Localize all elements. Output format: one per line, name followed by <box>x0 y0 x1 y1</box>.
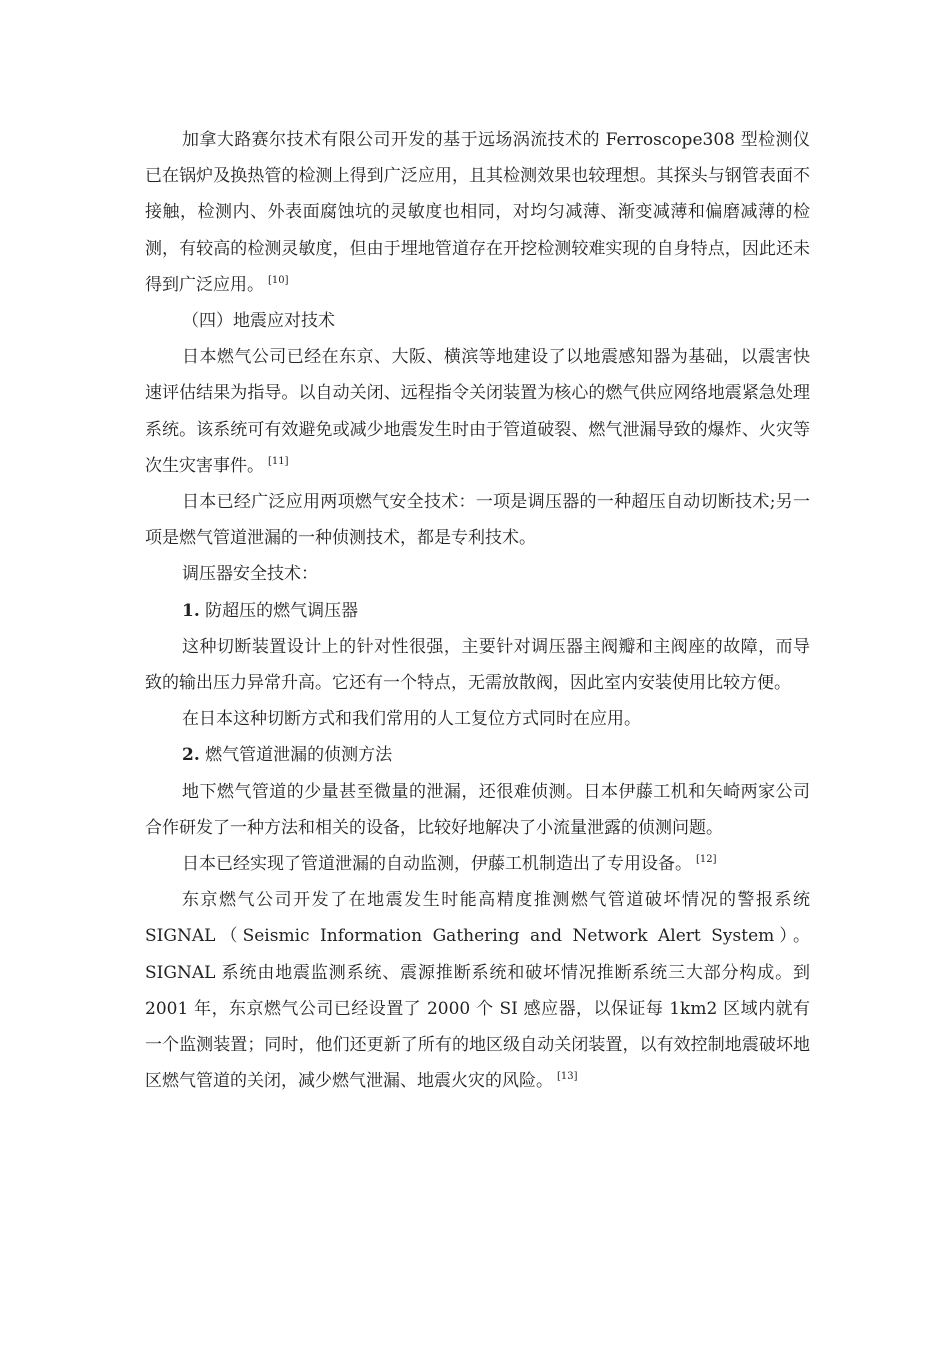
paragraph-two-safety-technologies <box>145 484 810 556</box>
paragraph-text: 地下燃气管道的少量甚至微量的泄漏，还很难侦测。日本伊藤工机和矢崎两家公司合作研发了一种方法和相关的设备，比较好地解决了小流量泄露的侦测问题。 <box>145 781 810 838</box>
paragraph-text: 加拿大路赛尔技术有限公司开发的基于远场涡流技术的 Ferroscope308 型检测仪已在锅炉及换热管的检测上得到广泛应用，且其检测效果也较理想。其探头与钢管表面不接触，检测内、外表面腐蚀坑的灵敏度也相同，对均匀减薄、渐变减薄和偏磨减薄的检测，有较高的检测灵敏度，但由于埋地管道存在开挖检测较难实现的自身特点，因此还未得到广泛应用。 <box>145 130 810 295</box>
item-number: 2. <box>182 745 200 766</box>
paragraph-cutoff-device <box>145 629 810 701</box>
numbered-heading-1 <box>145 593 810 629</box>
heading-text: 调压器安全技术： <box>182 564 318 585</box>
paragraph-text: 日本已经实现了管道泄漏的自动监测，伊藤工机制造出了专用设备。 <box>182 854 692 875</box>
paragraph-automatic-monitoring <box>145 846 810 882</box>
item-number: 1. <box>182 600 200 621</box>
paragraph-far-field-eddy-current <box>145 122 810 303</box>
paragraph-leak-detection <box>145 774 810 846</box>
document-page <box>145 122 810 1099</box>
heading-text: 防超压的燃气调压器 <box>205 600 359 621</box>
heading-text: 燃气管道泄漏的侦测方法 <box>205 745 393 766</box>
paragraph-text: 日本燃气公司已经在东京、大阪、横滨等地建设了以地震感知器为基础，以震害快速评估结果为指导。以自动关闭、远程指令关闭装置为核心的燃气供应网络地震紧急处理系统。该系统可有效避免或减少地震发生时由于管道破裂、燃气泄漏导致的爆炸、火灾等次生灾害事件。 <box>145 347 810 476</box>
section-heading-earthquake <box>145 303 810 339</box>
paragraph-japan-gas-earthquake-system <box>145 339 810 484</box>
paragraph-text: 这种切断装置设计上的针对性很强，主要针对调压器主阀瓣和主阀座的故障，而导致的输出压力异常升高。它还有一个特点，无需放散阀，因此室内安装使用比较方便。 <box>145 636 810 694</box>
citation-11: [11] <box>268 455 289 467</box>
paragraph-text: 东京燃气公司开发了在地震发生时能高精度推测燃气管道破坏情况的警报系统 SIGNAL（Seismic Information Gathering and Network Alert System）。SIGNAL 系统由地震监测系统、震源推断系统和破坏情况推断系统三大部分构成。到 2001 年，东京燃气公司已经设置了 2000 个 SI 感应器，以保证每 1km2 区域内就有一个监测装置；同时，他们还更新了所有的地区级自动关闭装置，以有效控制地震破坏地区燃气管道的关闭，减少燃气泄漏、地震火灾的风险。 <box>145 890 810 1092</box>
paragraph-manual-reset <box>145 701 810 737</box>
paragraph-signal-system <box>145 882 810 1099</box>
paragraph-text: 在日本这种切断方式和我们常用的人工复位方式同时在应用。 <box>182 709 641 730</box>
citation-12: [12] <box>696 854 717 866</box>
citation-13: [13] <box>557 1071 578 1083</box>
paragraph-text: 日本已经广泛应用两项燃气安全技术：一项是调压器的一种超压自动切断技术;另一项是燃气管道泄漏的一种侦测技术，都是专利技术。 <box>145 492 810 549</box>
citation-10: [10] <box>268 274 289 286</box>
heading-text: （四）地震应对技术 <box>182 311 335 332</box>
numbered-heading-2 <box>145 737 810 773</box>
subheading-regulator-safety <box>145 556 810 592</box>
